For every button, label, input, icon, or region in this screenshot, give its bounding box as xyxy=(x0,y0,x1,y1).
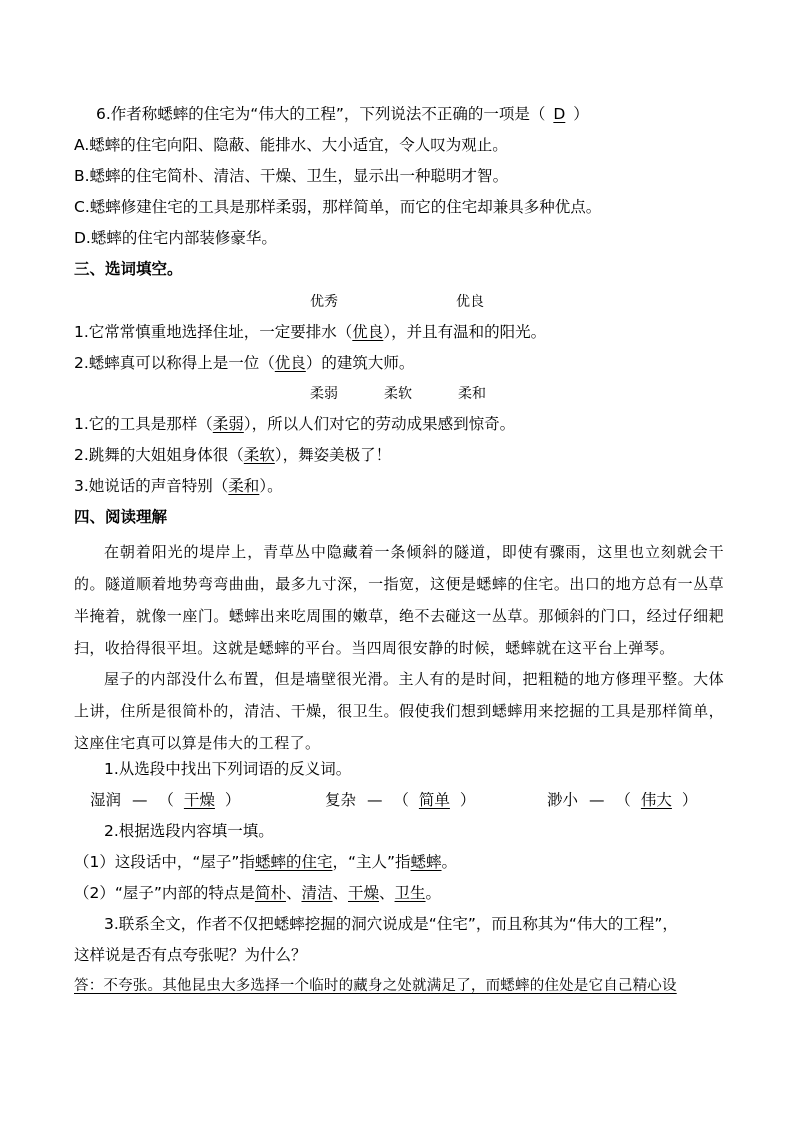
section4-heading: 四、阅读理解 xyxy=(74,508,168,526)
antonym-answer: 简单 xyxy=(418,791,450,809)
antonym-word: 湿润 xyxy=(90,791,122,809)
antonym-answer: 伟大 xyxy=(640,791,672,809)
fill-item-post: ）的建筑大师。 xyxy=(305,354,415,372)
fill-item xyxy=(74,413,515,435)
fill-item xyxy=(74,444,391,466)
q3-question-line2: 这样说是否有点夸张呢？为什么？ xyxy=(74,946,307,964)
q3-answer: 答：不夸张。其他昆虫大多选择一个临时的藏身之处就满足了，而蟋蟀的住处是它自己精心设 xyxy=(74,978,677,994)
q6-close: ） xyxy=(573,105,589,123)
word-option: 优秀 xyxy=(310,294,338,310)
antonym-pair: 渺小 — （ 伟大 ） xyxy=(547,791,698,809)
fill-item-pre: 3.她说话的声音特别（ xyxy=(74,477,229,495)
fill-item xyxy=(74,475,283,497)
q6-option-a: A.蟋蟀的住宅向阳、隐蔽、能排水、大小适宜，令人叹为观止。 xyxy=(74,136,508,154)
fill-item-post: ）。 xyxy=(259,477,283,495)
fill-item-pre: 2.跳舞的大姐姐身体很（ xyxy=(74,446,244,464)
q2-line1-pre: （1）这段话中，“屋子”指 xyxy=(74,853,255,871)
q6-stem xyxy=(96,103,589,125)
antonym-pair: 复杂 — （ 简单 ） xyxy=(325,791,476,809)
fill-item-pre: 2.蟋蟀真可以称得上是一位（ xyxy=(74,354,275,372)
antonym-pair: 湿润 — （ 干燥 ） xyxy=(90,791,241,809)
q2-feature: 干燥 xyxy=(348,884,380,902)
word-option: 优良 xyxy=(456,294,484,310)
q6-stem-text: 6.作者称蟋蟀的住宅为“伟大的工程”，下列说法不正确的一项是（ xyxy=(96,105,546,123)
q2-answer-owner: 蟋蟀 xyxy=(410,853,442,871)
fill-item-pre: 1.它常常慎重地选择住址，一定要排水（ xyxy=(74,323,353,341)
q6-option-d: D.蟋蟀的住宅内部装修豪华。 xyxy=(74,229,277,247)
fill-item-answer: 优良 xyxy=(352,323,384,341)
fill-item xyxy=(74,321,546,343)
fill-item-answer: 柔弱 xyxy=(212,415,244,433)
fill-item-post: ），舞姿美极了！ xyxy=(274,446,392,464)
q2-feature: 清洁 xyxy=(301,884,333,902)
q2-line1-mid: ，“主人”指 xyxy=(332,853,411,871)
q2-feature: 简朴 xyxy=(254,884,286,902)
antonym-dash: — xyxy=(588,791,605,809)
q2-line2-pre: （2）“屋子”内部的特点是 xyxy=(74,884,255,902)
q6-option-c: C.蟋蟀修建住宅的工具是那样柔弱，那样简单，而它的住宅却兼具多种优点。 xyxy=(74,198,602,216)
fill-item-answer: 柔和 xyxy=(228,477,260,495)
fill-item-pre: 1.它的工具是那样（ xyxy=(74,415,213,433)
antonym-answer: 干燥 xyxy=(183,791,215,809)
section3-heading: 三、选词填空。 xyxy=(74,260,183,278)
word-option: 柔和 xyxy=(458,386,486,402)
q2-line2: （2）“屋子”内部的特点是简朴、清洁、干燥、卫生。 xyxy=(74,884,442,902)
antonym-dash: — xyxy=(131,791,148,809)
q2-label: 2.根据选段内容填一填。 xyxy=(104,822,274,840)
antonym-dash: — xyxy=(366,791,383,809)
fill-item-post: ），所以人们对它的劳动成果感到惊奇。 xyxy=(243,415,516,433)
antonym-word: 渺小 xyxy=(547,791,579,809)
q6-answer: D xyxy=(553,105,566,123)
passage-paragraph: 屋子的内部没什么布置，但是墙壁很光滑。主人有的是时间，把粗糙的地方修理平整。大体上讲，住所是很简朴的，清洁、干燥，很卫生。假使我们想到蟋蟀用来挖掘的工具是那样简单，这座住宅真可以算是伟大的工程了。 xyxy=(74,670,724,752)
fill-item-answer: 柔软 xyxy=(243,446,275,464)
q1-label: 1.从选段中找出下列词语的反义词。 xyxy=(104,760,352,778)
fill-item-answer: 优良 xyxy=(274,354,306,372)
fill-item xyxy=(74,352,414,374)
q2-line1: （1）这段话中，“屋子”指蟋蟀的住宅，“主人”指蟋蟀。 xyxy=(74,853,458,871)
word-option: 柔软 xyxy=(384,386,412,402)
passage-paragraph: 在朝着阳光的堤岸上，青草丛中隐藏着一条倾斜的隧道，即使有骤雨，这里也立刻就会干的。隧道顺着地势弯弯曲曲，最多九寸深，一指宽，这便是蟋蟀的住宅。出口的地方总有一丛草半掩着，就像一座门。蟋蟀出来吃周围的嫩草，绝不去碰这一丛草。那倾斜的门口，经过仔细耙扫，收拾得很平坦。这就是蟋蟀的平台。当四周很安静的时候，蟋蟀就在这平台上弹琴。 xyxy=(74,543,724,657)
q2-answer-house: 蟋蟀的住宅 xyxy=(254,853,333,871)
antonym-word: 复杂 xyxy=(325,791,357,809)
q2-feature: 卫生 xyxy=(394,884,426,902)
q6-option-b: B.蟋蟀的住宅简朴、清洁、干燥、卫生，显示出一种聪明才智。 xyxy=(74,167,509,185)
fill-item-post: ），并且有温和的阳光。 xyxy=(383,323,547,341)
q3-question-line1: 3.联系全文，作者不仅把蟋蟀挖掘的洞穴说成是“住宅”，而且称其为“伟大的工程”， xyxy=(104,915,678,933)
word-option: 柔弱 xyxy=(310,386,338,402)
